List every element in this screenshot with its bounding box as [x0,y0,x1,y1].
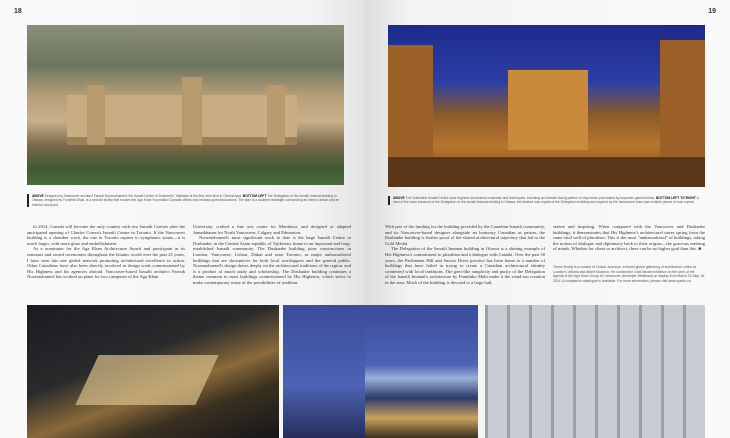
photo-delegation-entrance-left [283,305,365,438]
photo-caption: ABOVE Designed by Vancouver architect Farouk Noormohamed, the Ismaili Centre in Dushanbe, Tajikistan is the first of its kind in Central Asia. BOTTOM LEFT The Delegation of the Ismaili Imamat building in Ottawa, designed by Fumihiko Maki, is a secular facility that houses the Aga Khan Foundation Canada offices and endows quiet discussions. The plan is a doubled rectangle surrounding an interior atrium and an exterior courtyard. [27,194,342,207]
page-number: 19 [708,8,716,15]
photo-dushanbe-ismaili-centre [27,25,344,185]
article-column: With part of the funding for the building provided by the Canadian Ismaili community, and its Vancouver-based designer alongside an honorary Canadian as patron, the Dushanbe building is further proof of the shared architectural trajectory that led to the Gold Medal. The Delegation of the Ismaili Imamat building in Ottawa is a shining example of His Highness's commitment to pluralism and a dialogue with Canada. Over the past 30 years, the Parliament Hill and Sussex Drive precinct has been home to a number of buildings that have failed in trying to create a Canadian architectural identity connected with local traditions. The gem-like simplicity and purity of the Delegation of the Ismaili Imamat's architecture by Fumihiko Maki make it the stand-out creation in the area. Much of the building is devoted to a large hall, [385,224,545,285]
author-note: Trevor Boddy is a curator of Critical Journeys, a recent global gathering of architecture critics at London's Victoria and Albert Museum. He curated the Gold Medal exhibition on the work of the Agents of the Aga Khan Group for Vancouver developer Westbank on display from March 22-May 18, 2014. A companion catalogue is available. For more information, please visit www.spacio.ca [553,265,705,283]
right-page [365,0,730,438]
page-number: 18 [14,8,22,15]
photo-caption: ABOVE The Dushanbe Ismaili Centre uses regional construction materials and techniques, including an intricate facing pattern of clay bricks punctuated by turquoise glazed bricks. BOTTOM LEFT TO RIGHT A view of the main entrance to the Delegation of the Ismaili Imamat building in Ottawa; the faceted rock crystal of the Delegation building was inspired by the translucent hues and multiple planes of rock crystal. [388,196,703,205]
article-column: University, crafted a fine arts centre for Mombasa, and designed or adapted Jamatkhanas for North Vancouver, Calgary and Edmonton. Noormohamed's most significant work to date is the large Ismaili Centre in Dushanbe, in the Central Asian republic of Tajikistan, home to an important and long-established Ismaili community. The Dushanbe building joins constructions in London, Vancouver, Lisbon, Dubai and soon Toronto, as major ambassadorial buildings that are showpieces for both local worshippers and the general public. Noormohamed's design draws deeply on the architectural traditions of the region, and is a product of much study and scholarship. The Dushanbe building continues a theme common to most buildings commissioned by His Highness, which strive to make contemporary sense of the possibilities of tradition. [193,224,351,285]
article-column: In 2014, Canada will become the only country with two Ismaili Centres after the anticipated opening of Charles Correa's Ismaili Centre in Toronto. If the Vancouver building is a chamber work, the one in Toronto aspires to symphonic status—it is much larger, with more glass and embellishment. As a nominator for the Aga Khan Architecture Award and participant in its seminars and award ceremonies throughout the Islamic world over the past 25 years, I have seen this rare global network promoting architectural excellence in action. Other Canadians have also been directly involved in design work commissioned by His Highness and his agencies abroad. Vancouver-based Ismaili architect Farouk Noormohamed has worked on plans for two campuses of the Aga Khan [27,224,185,280]
photo-delegation-atrium-glass-dome [485,305,705,438]
end-mark: ■ [698,246,702,252]
article-column: serene and inspiring. When compared with the Vancouver and Dushanbe buildings, it demonstrates that His Highness's architectural tastes spring from the same vital well of pluralism. This is the most "ambassadorial" of buildings, taking the notion of dialogue and diplomacy back to their origins—the gracious meeting of minds. Whether for client or architect, there can be no higher goal than this. ■ [553,224,705,252]
photo-delegation-aerial-night [27,305,279,438]
photo-dushanbe-courtyard-night [388,25,705,187]
photo-delegation-entrance [365,305,478,438]
